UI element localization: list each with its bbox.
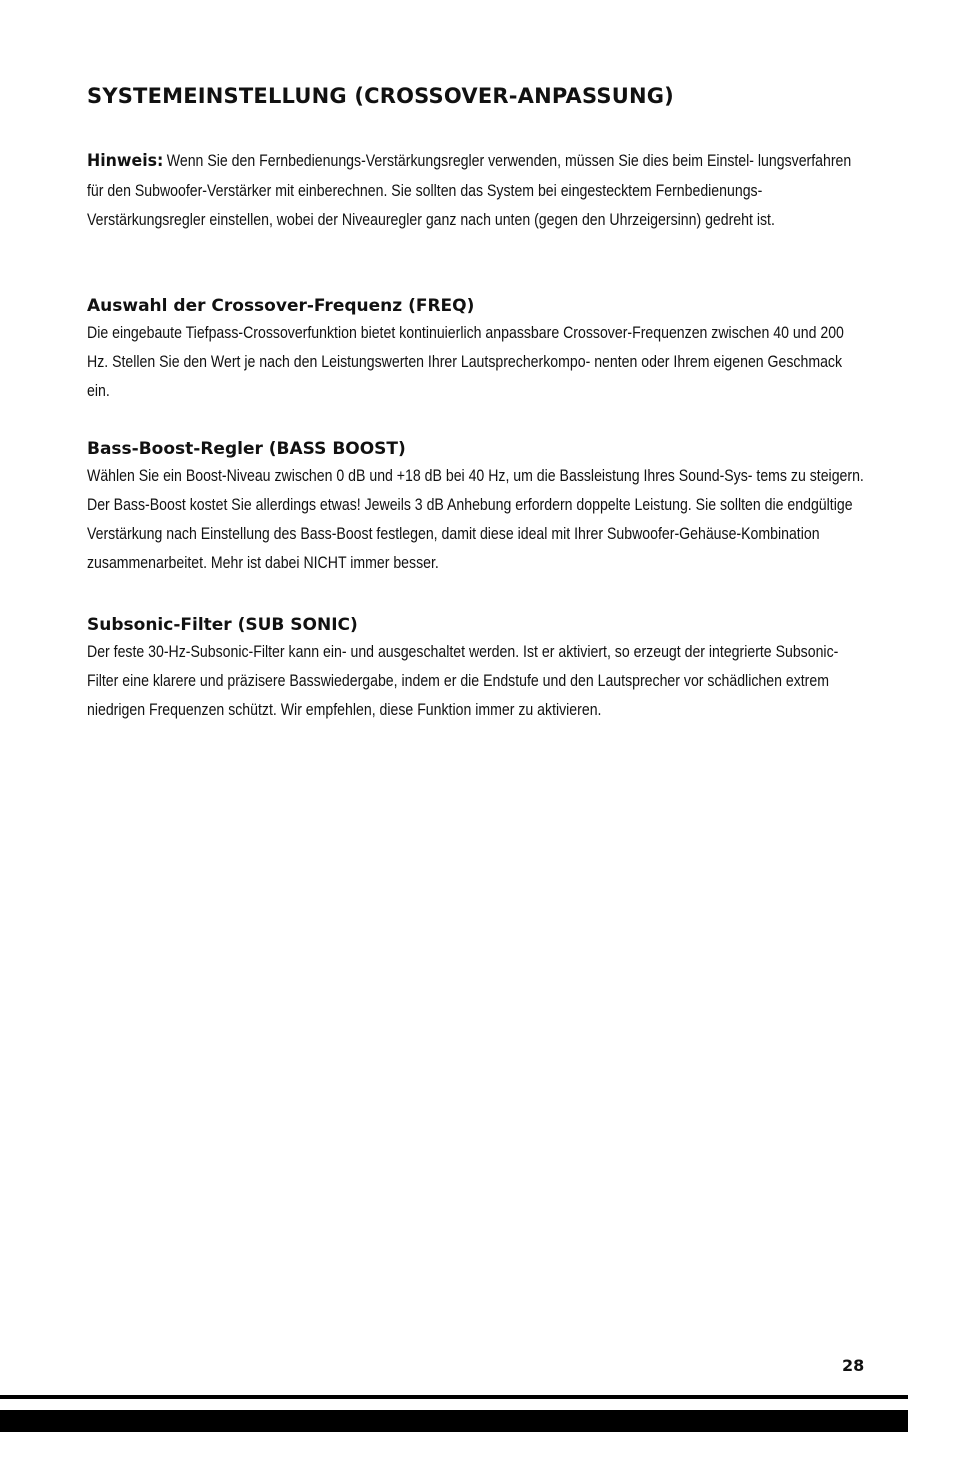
section-heading-freq: Auswahl der Crossover-Frequenz (FREQ) [87, 296, 475, 316]
section-heading-bass-boost: Bass-Boost-Regler (BASS BOOST) [87, 439, 406, 459]
note-text: Wenn Sie den Fernbedienungs-Verstärkungsregler verwenden, müssen Sie dies beim Einstel- lungsverfahren für den Subwoofer-Verstärker mit einberechnen. Sie sollten das System bei eingestecktem Fernbedienungs-Verstärkungsregler einstellen, wobei der Niveauregler ganz nach unten (gegen den Uhrzeigersinn) gedreht ist. [87, 151, 852, 229]
note-paragraph [87, 146, 867, 234]
section-text-freq: Die eingebaute Tiefpass-Crossoverfunktion bietet kontinuierlich anpassbare Crossover-Frequenzen zwischen 40 und 200 Hz. Stellen Sie den Wert je nach den Leistungswerten Ihrer Lautsprecherkompo- nenten oder Ihrem eigenen Geschmack ein. [87, 323, 844, 400]
footer-rule-thin [0, 1395, 908, 1399]
section-text-bass-boost: Wählen Sie ein Boost-Niveau zwischen 0 dB und +18 dB bei 40 Hz, um die Bassleistung Ihres Sound-Sys- tems zu steigern. Der Bass-Boost kostet Sie allerdings etwas! Jeweils 3 dB Anhebung erfordern doppelte Leistung. Sie sollten die endgültige Verstärkung nach Einstellung des Bass-Boost festlegen, damit diese ideal mit Ihrer Subwoofer-Gehäuse-Kombination zusammenarbeitet. Mehr ist dabei NICHT immer besser. [87, 466, 864, 572]
section-text-subsonic: Der feste 30-Hz-Subsonic-Filter kann ein- und ausgeschaltet werden. Ist er aktiviert, so erzeugt der integrierte Subsonic-Filter eine klarere und präzisere Basswiedergabe, indem er die Endstufe und den Lautsprecher vor schädlichen extrem niedrigen Frequenzen schützt. Wir empfehlen, diese Funktion immer zu aktivieren. [87, 642, 839, 719]
section-heading-subsonic: Subsonic-Filter (SUB SONIC) [87, 615, 358, 635]
page-title: SYSTEMEINSTELLUNG (CROSSOVER-ANPASSUNG) [87, 84, 674, 108]
section-subsonic [87, 613, 867, 724]
section-bass-boost [87, 437, 867, 577]
note-block [87, 146, 867, 234]
note-label: Hinweis: [87, 151, 164, 171]
page-number: 28 [842, 1356, 865, 1375]
footer-rule-thick [0, 1410, 908, 1432]
section-freq [87, 294, 867, 405]
